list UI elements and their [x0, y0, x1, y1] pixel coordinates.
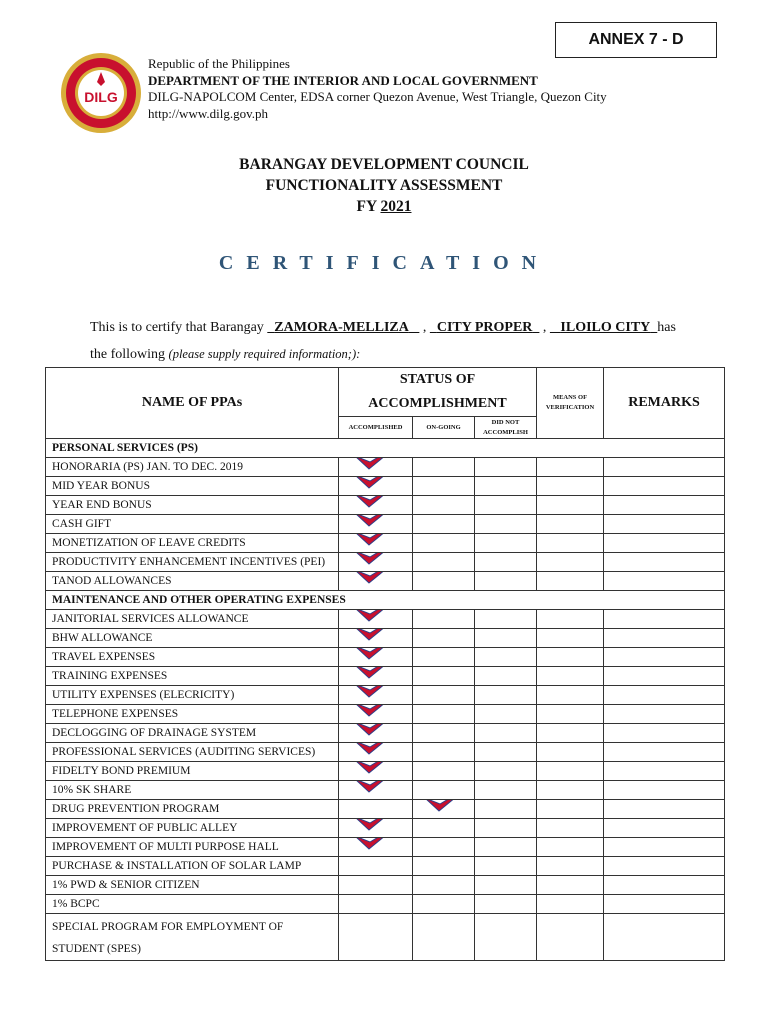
cell-remarks — [604, 477, 725, 496]
ppa-name: BHW ALLOWANCE — [46, 629, 339, 648]
ppa-name: DRUG PREVENTION PROGRAM — [46, 800, 339, 819]
cell-ongoing — [413, 515, 475, 534]
cell-remarks — [604, 534, 725, 553]
section-row — [46, 591, 725, 610]
cell-did-not-accomplish — [475, 838, 537, 857]
cell-did-not-accomplish — [475, 534, 537, 553]
red-checkmark-icon — [353, 724, 399, 739]
red-checkmark-icon — [353, 762, 399, 777]
cell-ongoing — [413, 800, 475, 819]
cell-means-of-verification — [537, 857, 604, 876]
cell-ongoing — [413, 724, 475, 743]
cell-accomplished — [339, 629, 413, 648]
cell-accomplished — [339, 534, 413, 553]
red-checkmark-icon — [353, 838, 399, 853]
cell-remarks — [604, 838, 725, 857]
statement-has: has — [657, 320, 676, 335]
cell-remarks — [604, 895, 725, 914]
cell-ongoing — [413, 477, 475, 496]
header-republic: Republic of the Philippines — [148, 56, 290, 71]
table-row — [46, 648, 725, 667]
title-council: BARANGAY DEVELOPMENT COUNCIL — [239, 156, 529, 173]
section-heading: MAINTENANCE AND OTHER OPERATING EXPENSES — [46, 591, 725, 610]
ppa-name: TRAVEL EXPENSES — [46, 648, 339, 667]
cell-means-of-verification — [537, 724, 604, 743]
ppa-name: TANOD ALLOWANCES — [46, 572, 339, 591]
cell-means-of-verification — [537, 496, 604, 515]
red-checkmark-icon — [353, 667, 399, 682]
table-row — [46, 667, 725, 686]
red-checkmark-icon — [353, 496, 399, 511]
cell-ongoing — [413, 496, 475, 515]
table-row — [46, 819, 725, 838]
cell-means-of-verification — [537, 914, 604, 961]
cell-remarks — [604, 914, 725, 961]
table-row — [46, 895, 725, 914]
cell-accomplished — [339, 686, 413, 705]
cell-means-of-verification — [537, 781, 604, 800]
cell-accomplished — [339, 743, 413, 762]
ppa-name: IMPROVEMENT OF MULTI PURPOSE HALL — [46, 838, 339, 857]
cell-remarks — [604, 781, 725, 800]
red-checkmark-icon — [353, 458, 399, 473]
cell-ongoing — [413, 572, 475, 591]
cell-accomplished — [339, 781, 413, 800]
statement-prefix: This is to certify that Barangay — [90, 320, 264, 335]
cell-means-of-verification — [537, 458, 604, 477]
svg-text:DILG: DILG — [84, 89, 118, 105]
table-row — [46, 724, 725, 743]
ppa-name: MID YEAR BONUS — [46, 477, 339, 496]
cell-remarks — [604, 458, 725, 477]
cell-means-of-verification — [537, 534, 604, 553]
table-row — [46, 553, 725, 572]
header-department: DEPARTMENT OF THE INTERIOR AND LOCAL GOVERNMENT — [148, 72, 538, 88]
table-row — [46, 686, 725, 705]
cell-accomplished — [339, 762, 413, 781]
agency-header — [148, 56, 607, 122]
annex-label: ANNEX 7 - D — [555, 22, 717, 58]
red-checkmark-icon — [353, 819, 399, 834]
cell-remarks — [604, 876, 725, 895]
statement-line-1: This is to certify that Barangay ZAMORA-MELLIZA , CITY PROPER , ILOILO CITY has — [90, 320, 676, 335]
cell-did-not-accomplish — [475, 781, 537, 800]
cell-accomplished — [339, 496, 413, 515]
cell-ongoing — [413, 629, 475, 648]
cell-ongoing — [413, 705, 475, 724]
cell-accomplished — [339, 914, 413, 961]
table-row — [46, 610, 725, 629]
cell-means-of-verification — [537, 648, 604, 667]
table-row — [46, 515, 725, 534]
red-checkmark-icon — [423, 800, 469, 815]
cell-did-not-accomplish — [475, 553, 537, 572]
cell-accomplished — [339, 705, 413, 724]
cell-means-of-verification — [537, 895, 604, 914]
cell-remarks — [604, 857, 725, 876]
cell-remarks — [604, 743, 725, 762]
cell-did-not-accomplish — [475, 819, 537, 838]
cell-ongoing — [413, 876, 475, 895]
cell-accomplished — [339, 477, 413, 496]
header-address: DILG-NAPOLCOM Center, EDSA corner Quezon Avenue, West Triangle, Quezon City — [148, 89, 607, 104]
cell-ongoing — [413, 534, 475, 553]
ppa-name: PURCHASE & INSTALLATION OF SOLAR LAMP — [46, 857, 339, 876]
col-header-ppas: NAME OF PPAs — [46, 368, 339, 439]
ppa-table-body — [46, 439, 725, 961]
cell-ongoing — [413, 914, 475, 961]
cell-ongoing — [413, 648, 475, 667]
section-heading: PERSONAL SERVICES (PS) — [46, 439, 725, 458]
cell-ongoing — [413, 610, 475, 629]
table-row — [46, 477, 725, 496]
red-checkmark-icon — [353, 781, 399, 796]
cell-remarks — [604, 572, 725, 591]
cell-ongoing — [413, 686, 475, 705]
red-checkmark-icon — [353, 477, 399, 492]
table-row — [46, 914, 725, 961]
document-title — [0, 154, 768, 217]
cell-did-not-accomplish — [475, 857, 537, 876]
ppa-name: MONETIZATION OF LEAVE CREDITS — [46, 534, 339, 553]
cell-remarks — [604, 648, 725, 667]
cell-means-of-verification — [537, 629, 604, 648]
cell-means-of-verification — [537, 610, 604, 629]
cell-ongoing — [413, 781, 475, 800]
ppa-name: PROFESSIONAL SERVICES (AUDITING SERVICES) — [46, 743, 339, 762]
col-header-status: STATUS OF ACCOMPLISHMENT — [339, 368, 537, 417]
cell-did-not-accomplish — [475, 496, 537, 515]
col-header-means: MEANS OF VERIFICATION — [537, 368, 604, 439]
cell-ongoing — [413, 743, 475, 762]
cell-accomplished — [339, 667, 413, 686]
red-checkmark-icon — [353, 553, 399, 568]
cell-remarks — [604, 515, 725, 534]
ppa-name: YEAR END BONUS — [46, 496, 339, 515]
cell-accomplished — [339, 819, 413, 838]
ppa-name: DECLOGGING OF DRAINAGE SYSTEM — [46, 724, 339, 743]
cell-ongoing — [413, 458, 475, 477]
cell-ongoing — [413, 819, 475, 838]
cell-means-of-verification — [537, 667, 604, 686]
table-row — [46, 458, 725, 477]
sub-header-did-not-accomplish: DID NOT ACCOMPLISH — [475, 417, 537, 439]
cell-did-not-accomplish — [475, 572, 537, 591]
cell-remarks — [604, 686, 725, 705]
ppa-name: PRODUCTIVITY ENHANCEMENT INCENTIVES (PEI) — [46, 553, 339, 572]
cell-accomplished — [339, 857, 413, 876]
ppa-name: 10% SK SHARE — [46, 781, 339, 800]
red-checkmark-icon — [353, 686, 399, 701]
cell-means-of-verification — [537, 572, 604, 591]
city-name: ILOILO CITY — [560, 320, 651, 335]
table-row — [46, 743, 725, 762]
cell-accomplished — [339, 895, 413, 914]
ppa-name: CASH GIFT — [46, 515, 339, 534]
ppa-name: 1% PWD & SENIOR CITIZEN — [46, 876, 339, 895]
table-row — [46, 876, 725, 895]
cell-ongoing — [413, 895, 475, 914]
table-row — [46, 857, 725, 876]
dilg-seal-logo — [60, 52, 142, 134]
cell-accomplished — [339, 800, 413, 819]
cell-did-not-accomplish — [475, 667, 537, 686]
table-row — [46, 629, 725, 648]
red-checkmark-icon — [353, 572, 399, 587]
cell-did-not-accomplish — [475, 895, 537, 914]
cell-did-not-accomplish — [475, 705, 537, 724]
table-row — [46, 534, 725, 553]
cell-remarks — [604, 819, 725, 838]
cell-remarks — [604, 629, 725, 648]
cell-did-not-accomplish — [475, 610, 537, 629]
cell-accomplished — [339, 876, 413, 895]
cell-accomplished — [339, 553, 413, 572]
statement-following: the following — [90, 347, 166, 362]
cell-did-not-accomplish — [475, 724, 537, 743]
cell-remarks — [604, 705, 725, 724]
cell-means-of-verification — [537, 743, 604, 762]
cell-remarks — [604, 800, 725, 819]
cell-remarks — [604, 724, 725, 743]
cell-means-of-verification — [537, 553, 604, 572]
cell-accomplished — [339, 724, 413, 743]
cell-accomplished — [339, 515, 413, 534]
red-checkmark-icon — [353, 610, 399, 625]
table-row — [46, 800, 725, 819]
cell-ongoing — [413, 762, 475, 781]
title-assessment: FUNCTIONALITY ASSESSMENT — [265, 177, 503, 194]
red-checkmark-icon — [353, 743, 399, 758]
section-row — [46, 439, 725, 458]
sub-header-accomplished: ACCOMPLISHED — [339, 417, 413, 439]
cell-accomplished — [339, 838, 413, 857]
cell-did-not-accomplish — [475, 458, 537, 477]
cell-did-not-accomplish — [475, 629, 537, 648]
ppa-name: TELEPHONE EXPENSES — [46, 705, 339, 724]
cell-means-of-verification — [537, 819, 604, 838]
cell-ongoing — [413, 838, 475, 857]
table-row — [46, 705, 725, 724]
header-website: http://www.dilg.gov.ph — [148, 105, 269, 121]
table-row — [46, 572, 725, 591]
ppa-name: TRAINING EXPENSES — [46, 667, 339, 686]
barangay-name: ZAMORA-MELLIZA — [274, 320, 409, 335]
cell-remarks — [604, 496, 725, 515]
table-row — [46, 838, 725, 857]
certification-heading: CERTIFICATION — [218, 252, 550, 274]
cell-ongoing — [413, 857, 475, 876]
ppa-name: UTILITY EXPENSES (ELECRICITY) — [46, 686, 339, 705]
cell-remarks — [604, 610, 725, 629]
cell-means-of-verification — [537, 477, 604, 496]
sub-header-ongoing: ON-GOING — [413, 417, 475, 439]
cell-did-not-accomplish — [475, 477, 537, 496]
ppa-name: FIDELTY BOND PREMIUM — [46, 762, 339, 781]
table-row — [46, 762, 725, 781]
cell-did-not-accomplish — [475, 876, 537, 895]
title-fiscal-year — [0, 196, 768, 217]
ppa-status-table — [45, 367, 725, 961]
cell-did-not-accomplish — [475, 800, 537, 819]
statement-line-2 — [90, 341, 730, 368]
cell-remarks — [604, 667, 725, 686]
cell-ongoing — [413, 667, 475, 686]
ppa-name: HONORARIA (PS) JAN. TO DEC. 2019 — [46, 458, 339, 477]
table-row — [46, 781, 725, 800]
cell-accomplished — [339, 572, 413, 591]
cell-ongoing — [413, 553, 475, 572]
cell-means-of-verification — [537, 762, 604, 781]
cell-did-not-accomplish — [475, 648, 537, 667]
cell-did-not-accomplish — [475, 914, 537, 961]
ppa-name: 1% BCPC — [46, 895, 339, 914]
cell-accomplished — [339, 458, 413, 477]
cell-means-of-verification — [537, 838, 604, 857]
cell-accomplished — [339, 648, 413, 667]
ppa-name: JANITORIAL SERVICES ALLOWANCE — [46, 610, 339, 629]
red-checkmark-icon — [353, 515, 399, 530]
cell-means-of-verification — [537, 705, 604, 724]
table-row — [46, 496, 725, 515]
statement-note: (please supply required information;): — [168, 347, 361, 361]
red-checkmark-icon — [353, 705, 399, 720]
fy-year: 2021 — [380, 198, 412, 215]
cell-means-of-verification — [537, 800, 604, 819]
red-checkmark-icon — [353, 648, 399, 663]
cell-did-not-accomplish — [475, 743, 537, 762]
cell-means-of-verification — [537, 515, 604, 534]
fy-prefix: FY — [356, 198, 377, 215]
ppa-name: IMPROVEMENT OF PUBLIC ALLEY — [46, 819, 339, 838]
col-header-remarks: REMARKS — [604, 368, 725, 439]
cell-accomplished — [339, 610, 413, 629]
cell-remarks — [604, 762, 725, 781]
ppa-name: SPECIAL PROGRAM FOR EMPLOYMENT OF STUDENT (SPES) — [46, 914, 339, 961]
red-checkmark-icon — [353, 629, 399, 644]
cell-means-of-verification — [537, 686, 604, 705]
certification-statement — [90, 314, 730, 368]
cell-did-not-accomplish — [475, 762, 537, 781]
red-checkmark-icon — [353, 534, 399, 549]
cell-did-not-accomplish — [475, 515, 537, 534]
district-name: CITY PROPER — [436, 320, 533, 335]
cell-did-not-accomplish — [475, 686, 537, 705]
cell-means-of-verification — [537, 876, 604, 895]
cell-remarks — [604, 553, 725, 572]
